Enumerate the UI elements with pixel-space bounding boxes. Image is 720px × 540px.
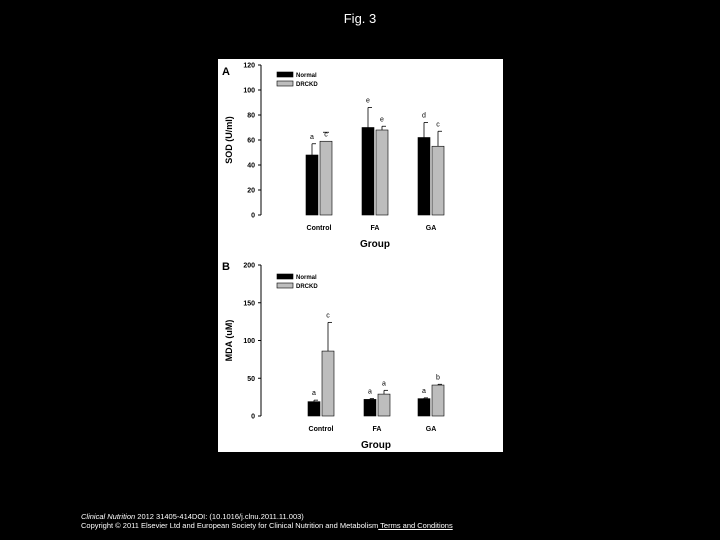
chart-b-significance-letter: a <box>382 380 386 388</box>
chart-a-y-tick-label: 40 <box>247 162 255 170</box>
chart-b-legend-swatch-normal <box>277 274 293 279</box>
chart-b-category-label: Control <box>308 426 334 433</box>
chart-b-y-tick-label: 50 <box>247 375 255 383</box>
chart-a-x-axis-label: Group <box>360 239 390 250</box>
chart-a-bar-normal <box>306 155 318 215</box>
chart-a-legend-swatch-normal <box>277 72 293 77</box>
chart-a-bar-normal <box>418 138 430 216</box>
chart-a-bar-drckd <box>320 141 332 215</box>
citation-footer <box>81 513 511 530</box>
chart-a-bar-normal <box>362 128 374 216</box>
chart-a-y-axis-label: SOD (U/ml) <box>224 116 234 164</box>
chart-b-legend-label-drckd: DRCKD <box>296 284 318 290</box>
chart-a-y-tick-label: 20 <box>247 187 255 195</box>
chart-a-bar-drckd <box>376 130 388 215</box>
chart-a-y-tick-label: 120 <box>243 62 255 70</box>
chart-b-y-axis-label: MDA (uM) <box>224 319 234 362</box>
chart-b-significance-letter: a <box>422 387 426 395</box>
chart-a-significance-letter: e <box>380 116 384 124</box>
chart-b-bar-normal <box>364 399 376 416</box>
citation-text: 2012 31405-414DOI: (10.1016/j.clnu.2011.11.003) <box>135 512 304 521</box>
chart-b-bar-drckd <box>322 351 334 416</box>
chart-b-significance-letter: b <box>436 374 440 382</box>
copyright-text: Copyright © 2011 Elsevier Ltd and European Society for Clinical Nutrition and Metabolism <box>81 520 379 530</box>
chart-a-significance-letter: a <box>310 133 314 141</box>
chart-a-y-tick-label: 100 <box>243 87 255 95</box>
chart-b-x-axis-label: Group <box>361 440 391 451</box>
chart-b-bar-drckd <box>432 385 444 416</box>
chart-b-y-tick-label: 0 <box>251 413 255 421</box>
chart-b-significance-letter: a <box>312 390 316 398</box>
chart-b-y-tick-label: 100 <box>243 338 255 345</box>
chart-b-bar-drckd <box>378 394 390 416</box>
chart-a-bar-drckd <box>432 146 444 215</box>
chart-b-legend-swatch-drckd <box>277 283 293 288</box>
chart-a-significance-letter: e <box>366 97 370 105</box>
chart-a-category-label: Control <box>306 225 332 232</box>
chart-a-y-tick-label: 0 <box>251 212 255 220</box>
chart-b-significance-letter: c <box>326 312 330 320</box>
chart-a-significance-letter: c <box>324 131 328 139</box>
chart-a-legend-label-normal: Normal <box>296 73 317 79</box>
chart-b-category-label: GA <box>425 426 437 433</box>
chart-b-bar-normal <box>418 399 430 416</box>
chart-a-y-tick-label: 80 <box>247 112 255 120</box>
chart-b-y-tick-label: 150 <box>243 300 255 308</box>
chart-a-legend-swatch-drckd <box>277 81 293 86</box>
chart-a-significance-letter: d <box>422 112 426 120</box>
chart-a-y-tick-label: 60 <box>247 137 255 145</box>
terms-link[interactable]: Terms and Conditions <box>378 520 453 530</box>
chart-a-category-label: FA <box>370 225 380 232</box>
figure-panel <box>218 59 503 452</box>
bar-charts <box>218 59 503 452</box>
chart-b-category-label: FA <box>372 426 382 433</box>
chart-b-legend-label-normal: Normal <box>296 275 317 281</box>
chart-a-panel-label: A <box>222 66 230 78</box>
chart-a-category-label: GA <box>425 225 437 232</box>
journal-name: Clinical Nutrition <box>81 512 136 521</box>
chart-a-legend-label-drckd: DRCKD <box>296 82 318 88</box>
chart-b-panel-label: B <box>222 261 230 273</box>
chart-b-y-tick-label: 200 <box>243 262 255 270</box>
chart-b-bar-normal <box>308 402 320 416</box>
figure-title: Fig. 3 <box>343 11 377 26</box>
chart-a-significance-letter: c <box>436 121 440 129</box>
chart-b-significance-letter: a <box>368 388 372 396</box>
